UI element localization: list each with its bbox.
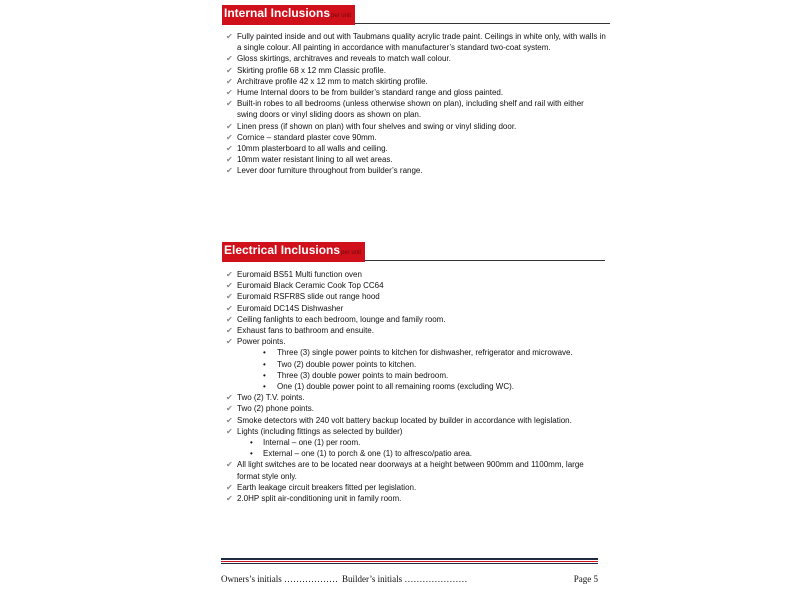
- power-point-item: [226, 370, 606, 381]
- power-point-item-text: Three (3) single power points to kitchen for dishwasher, refrigerator and microwave.: [277, 348, 573, 358]
- checkmark-icon: ✔: [226, 32, 233, 41]
- footer-rule-dark: [221, 558, 598, 560]
- checkmark-icon: ✔: [226, 393, 233, 403]
- checkmark-icon: ✔: [226, 482, 233, 492]
- checkmark-icon: ✔: [226, 494, 233, 504]
- power-point-item: [226, 359, 606, 370]
- internal-item: [226, 76, 606, 87]
- internal-inclusions-heading: [222, 7, 610, 25]
- power-point-sublist: [226, 347, 606, 392]
- bullet-icon: •: [263, 370, 266, 380]
- internal-item-text: Fully painted inside and out with Taubmans quality acrylic trade paint. Ceilings in white only, with walls in a single colour. All painting in accordance with manufacturer’s standard two-coat system.: [237, 32, 606, 53]
- light-item: [226, 448, 606, 459]
- electrical-heading-rule: [365, 260, 605, 261]
- internal-item: [226, 31, 606, 53]
- checkmark-icon: ✔: [226, 281, 233, 291]
- light-sublist: [226, 437, 606, 459]
- checkmark-icon: ✔: [226, 65, 233, 75]
- electrical-item-text: Smoke detectors with 240 volt battery backup located by builder in accordance with legislation.: [237, 415, 572, 425]
- electrical-item-text: Exhaust fans to bathroom and ensuite.: [237, 326, 374, 336]
- internal-item-text: Built-in robes to all bedrooms (unless otherwise shown on plan), including shelf and rail with either swing doors or vinyl sliding doors as shown on plan.: [237, 99, 584, 120]
- internal-heading-rule: [355, 23, 610, 24]
- internal-item-text: Architrave profile 42 x 12 mm to match skirting profile.: [237, 76, 428, 86]
- internal-item-text: 10mm plasterboard to all walls and ceiling.: [237, 144, 388, 154]
- checkmark-icon: ✔: [226, 415, 233, 425]
- light-group: [226, 437, 606, 459]
- light-item-text: External – one (1) to porch & one (1) to alfresco/patio area.: [263, 449, 473, 459]
- checkmark-icon: ✔: [226, 460, 233, 470]
- checkmark-icon: ✔: [226, 292, 233, 302]
- checkmark-icon: ✔: [226, 166, 233, 176]
- checkmark-icon: ✔: [226, 303, 233, 313]
- electrical-item-text: Power points.: [237, 337, 286, 347]
- bullet-icon: •: [263, 382, 266, 392]
- bullet-icon: •: [250, 438, 253, 448]
- checkmark-icon: ✔: [226, 326, 233, 336]
- electrical-item-text: Euromaid BS51 Multi function oven: [237, 270, 362, 279]
- electrical-item: [226, 269, 606, 280]
- builders-initials: Builder’s initials …………………: [342, 574, 468, 584]
- internal-heading-title: Internal Inclusions: [224, 6, 331, 20]
- owners-initials: Owners’s initials ………………: [221, 574, 338, 584]
- internal-item-text: Lever door furniture throughout from builder’s range.: [237, 166, 423, 176]
- electrical-item-text: All light switches are to be located near doorways at a height between 900mm and 1100mm, large format style only.: [237, 460, 584, 481]
- checkmark-icon: ✔: [226, 76, 233, 86]
- page-number: Page 5: [573, 574, 598, 584]
- electrical-item: [226, 415, 606, 426]
- electrical-item-text: Ceiling fanlights to each bedroom, lounge and family room.: [237, 314, 446, 324]
- internal-item: [226, 143, 606, 154]
- power-point-item-text: One (1) double power point to all remaining rooms (excluding WC).: [277, 382, 514, 392]
- internal-inclusions-list: [226, 31, 606, 177]
- internal-item-text: Gloss skirtings, architraves and reveals to match wall colour.: [237, 54, 451, 64]
- footer-rule-red: [221, 561, 598, 562]
- electrical-item: [226, 403, 606, 414]
- electrical-item-text: Euromaid RSFR8S slide out range hood: [237, 292, 380, 302]
- electrical-heading-box: [222, 242, 365, 262]
- electrical-heading-suffix: per unit: [341, 250, 362, 256]
- electrical-inclusions-list: [226, 269, 606, 504]
- checkmark-icon: ✔: [226, 144, 233, 154]
- internal-item: [226, 154, 606, 165]
- internal-item-text: 10mm water resistant lining to all wet areas.: [237, 155, 393, 165]
- electrical-item-text: Earth leakage circuit breakers fitted per legislation.: [237, 482, 417, 492]
- power-point-item: [226, 381, 606, 392]
- internal-item-text: Hume Internal doors to be from builder’s standard range and gloss painted.: [237, 88, 504, 98]
- electrical-item: [226, 314, 606, 325]
- light-item: [226, 437, 606, 448]
- electrical-item: [226, 325, 606, 336]
- light-item-text: Internal – one (1) per room.: [263, 438, 361, 448]
- power-point-item-text: Three (3) double power points to main bedroom.: [277, 370, 449, 380]
- checkmark-icon: ✔: [226, 121, 233, 131]
- power-point-item: [226, 347, 606, 358]
- checkmark-icon: ✔: [226, 426, 233, 436]
- electrical-item: [226, 426, 606, 437]
- electrical-item: [226, 303, 606, 314]
- checkmark-icon: ✔: [226, 314, 233, 324]
- internal-item: [226, 165, 606, 176]
- power-point-item-text: Two (2) double power points to kitchen.: [277, 359, 417, 369]
- bullet-icon: •: [263, 348, 266, 358]
- internal-item: [226, 132, 606, 143]
- electrical-item: [226, 392, 606, 403]
- footer-rule-thin: [221, 563, 598, 564]
- internal-item-text: Skirting profile 68 x 12 mm Classic profile.: [237, 65, 386, 75]
- internal-item: [226, 98, 606, 120]
- checkmark-icon: ✔: [226, 54, 233, 64]
- electrical-heading-title: Electrical Inclusions: [224, 243, 341, 257]
- bullet-icon: •: [263, 359, 266, 369]
- internal-item: [226, 65, 606, 76]
- checkmark-icon: ✔: [226, 337, 233, 347]
- electrical-item: [226, 280, 606, 291]
- electrical-item-text: 2.0HP split air-conditioning unit in family room.: [237, 494, 402, 504]
- electrical-item: [226, 291, 606, 302]
- electrical-item-text: Euromaid Black Ceramic Cook Top CC64: [237, 281, 384, 291]
- internal-item: [226, 121, 606, 132]
- checkmark-icon: ✔: [226, 99, 233, 109]
- electrical-item-text: Two (2) T.V. points.: [237, 393, 305, 403]
- electrical-item: [226, 336, 606, 347]
- checkmark-icon: ✔: [226, 404, 233, 414]
- electrical-item: [226, 459, 606, 481]
- checkmark-icon: ✔: [226, 270, 233, 279]
- internal-item-text: Cornice – standard plaster cove 90mm.: [237, 132, 377, 142]
- internal-item: [226, 87, 606, 98]
- internal-heading-box: [222, 5, 355, 25]
- internal-item-text: Linen press (if shown on plan) with four shelves and swing or vinyl sliding door.: [237, 121, 517, 131]
- checkmark-icon: ✔: [226, 155, 233, 165]
- electrical-item-text: Lights (including fittings as selected by builder): [237, 426, 403, 436]
- bullet-icon: •: [250, 449, 253, 459]
- checkmark-icon: ✔: [226, 132, 233, 142]
- electrical-item: [226, 493, 606, 504]
- checkmark-icon: ✔: [226, 88, 233, 98]
- electrical-inclusions-heading: [222, 244, 605, 262]
- electrical-item-text: Euromaid DC14S Dishwasher: [237, 303, 344, 313]
- electrical-item-text: Two (2) phone points.: [237, 404, 314, 414]
- internal-item: [226, 53, 606, 64]
- electrical-item: [226, 482, 606, 493]
- internal-heading-suffix: per unit: [331, 13, 352, 19]
- power-point-group: [226, 347, 606, 392]
